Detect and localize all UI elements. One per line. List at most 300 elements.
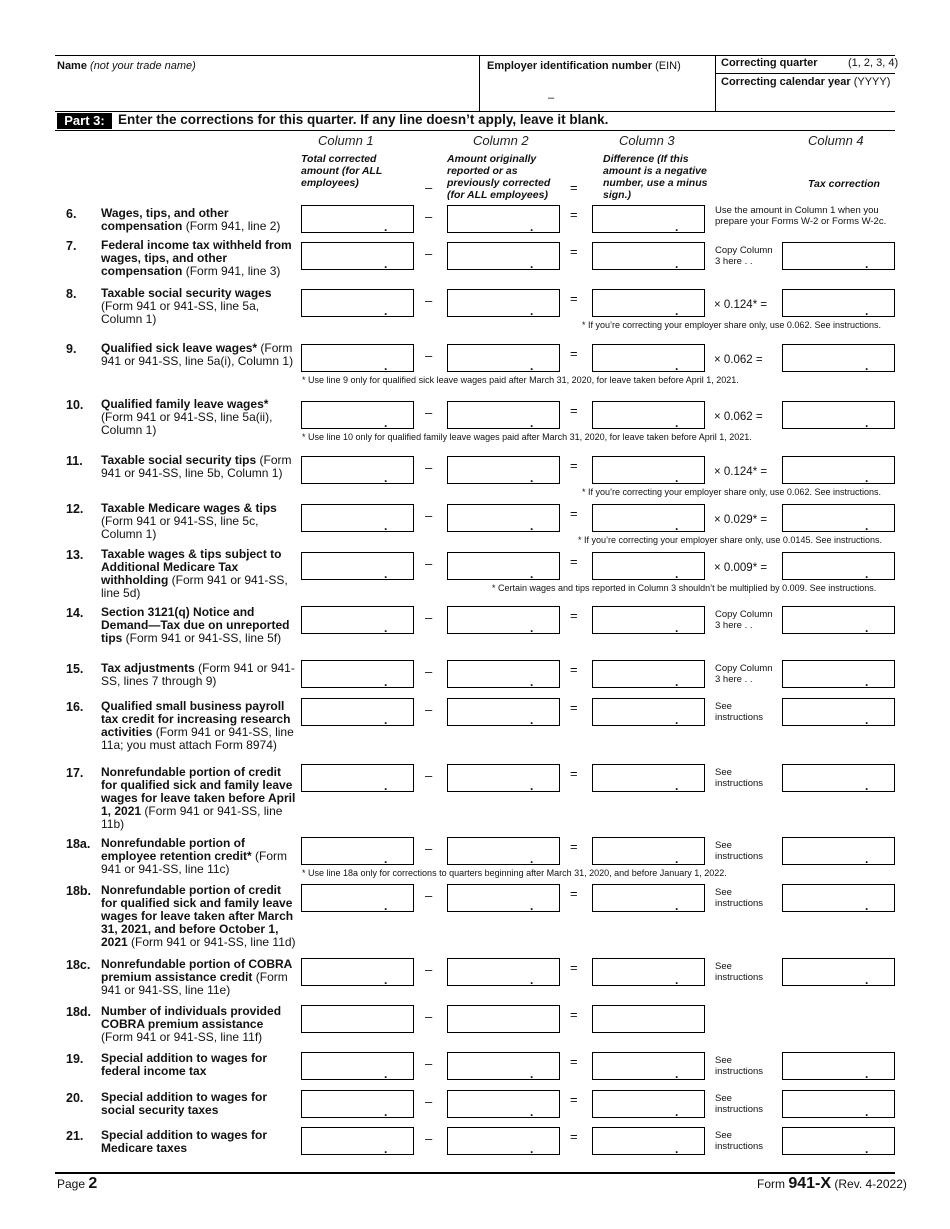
line-description-bold: Nonrefundable portion of employee retention credit* [101, 836, 252, 863]
column-2-input[interactable] [447, 764, 560, 792]
line-description-rest: (Form 941 or 941-SS, line 11a; you must attach Form 8974) [101, 725, 294, 752]
decimal-point: . [530, 1067, 534, 1081]
decimal-point: . [530, 899, 534, 913]
line-number: 10. [66, 398, 84, 412]
column-4-input[interactable] [782, 606, 895, 634]
line-number: 14. [66, 606, 84, 620]
decimal-point: . [865, 1105, 869, 1119]
column-1-input[interactable] [301, 1005, 414, 1033]
column-1-input[interactable] [301, 1052, 414, 1080]
column-1-input[interactable] [301, 1127, 414, 1155]
column-4-input[interactable] [782, 837, 895, 865]
line-description [101, 1129, 296, 1155]
decimal-point: . [675, 973, 679, 987]
decimal-point: . [865, 1067, 869, 1081]
line-description-bold: Taxable social security tips [101, 453, 257, 467]
decimal-point: . [675, 779, 679, 793]
line-description-bold: Federal income tax withheld from wages, tips, and other compensation [101, 238, 292, 278]
column-4-input[interactable] [782, 660, 895, 688]
minus-sign: – [425, 841, 433, 856]
decimal-point: . [384, 1105, 388, 1119]
decimal-point: . [675, 675, 679, 689]
decimal-point: . [530, 675, 534, 689]
name-input[interactable] [57, 80, 475, 106]
column-4-instruction: See instructions [715, 887, 764, 909]
line-description-bold: Wages, tips, and other compensation [101, 206, 229, 233]
decimal-point: . [384, 519, 388, 533]
line-number: 19. [66, 1052, 84, 1066]
line-number: 12. [66, 502, 84, 516]
line-description-bold: Qualified family leave wages* [101, 397, 269, 411]
column-2-input[interactable] [447, 504, 560, 532]
line-description [101, 766, 296, 831]
decimal-point: . [530, 779, 534, 793]
decimal-point: . [530, 359, 534, 373]
line-description-bold: Special addition to wages for federal income tax [101, 1051, 268, 1078]
quarter-options: (1, 2, 3, 4) [848, 57, 899, 69]
line-description [101, 884, 296, 949]
equals-sign: = [570, 766, 578, 781]
minus-sign: – [425, 293, 433, 308]
column-3-heading: Column 3 [619, 133, 675, 148]
decimal-point: . [530, 1105, 534, 1119]
column-4-input[interactable] [782, 289, 895, 317]
decimal-point: . [384, 899, 388, 913]
column-3-input[interactable] [592, 606, 705, 634]
column-1-input[interactable] [301, 837, 414, 865]
column-4-instruction: See instructions [715, 767, 764, 789]
line-number: 17. [66, 766, 84, 780]
column-4-input[interactable] [782, 456, 895, 484]
column-1-input[interactable] [301, 660, 414, 688]
column-2-input[interactable] [447, 1090, 560, 1118]
line-number: 18b. [66, 884, 92, 898]
year-input[interactable] [721, 91, 891, 107]
name-field-label: Name (not your trade name) [57, 60, 196, 72]
decimal-point: . [530, 220, 534, 234]
column-1-input[interactable] [301, 242, 414, 270]
column-4-instruction: Copy Column 3 here . . [715, 245, 773, 267]
part-bottom-rule [55, 130, 895, 131]
minus-sign: – [425, 702, 433, 717]
column-1-input[interactable] [301, 344, 414, 372]
line-description-rest: (Form 941 or 941-SS, line 5b, Column 1) [101, 453, 292, 480]
line-number: 6. [66, 207, 77, 221]
column-3-input[interactable] [592, 456, 705, 484]
line-description [101, 287, 296, 326]
column-4-instruction: See instructions [715, 701, 764, 723]
column-2-input[interactable] [447, 242, 560, 270]
line-description [101, 662, 296, 688]
footer-rule [55, 1172, 895, 1174]
decimal-point: . [865, 621, 869, 635]
column-2-input[interactable] [447, 205, 560, 233]
line-description [101, 958, 296, 997]
column-4-input[interactable] [782, 401, 895, 429]
decimal-point: . [530, 621, 534, 635]
line-description-rest: (Form 941 or 941-SS, line 5d) [101, 573, 288, 600]
line-description-bold: Special addition to wages for social security taxes [101, 1090, 268, 1117]
column-2-input[interactable] [447, 289, 560, 317]
column-2-input[interactable] [447, 698, 560, 726]
column-2-input[interactable] [447, 837, 560, 865]
column-3-input[interactable] [592, 1127, 705, 1155]
line-description-rest: (Form 941 or 941-SS, line 11d) [127, 935, 296, 949]
decimal-point: . [384, 973, 388, 987]
line-number: 8. [66, 287, 77, 301]
minus-sign: – [425, 508, 433, 523]
decimal-point: . [530, 1142, 534, 1156]
line-number: 21. [66, 1129, 84, 1143]
column-1-subheading: Total corrected amount (for ALL employees) [301, 153, 383, 189]
column-1-heading: Column 1 [318, 133, 374, 148]
header-top-rule [55, 55, 895, 56]
decimal-point: . [865, 1142, 869, 1156]
decimal-point: . [675, 359, 679, 373]
column-1-input[interactable] [301, 456, 414, 484]
line-description-rest: (Form 941 or 941-SS, line 5c, Column 1) [101, 514, 259, 541]
line-description-rest: (Form 941 or 941-SS, lines 7 through 9) [101, 661, 295, 688]
minus-sign: – [425, 768, 433, 783]
decimal-point: . [384, 359, 388, 373]
decimal-point: . [530, 257, 534, 271]
decimal-point: . [865, 779, 869, 793]
column-3-input[interactable] [592, 1052, 705, 1080]
column-3-input[interactable] [592, 289, 705, 317]
column-2-input[interactable] [447, 344, 560, 372]
column-4-input[interactable] [782, 958, 895, 986]
decimal-point: . [675, 519, 679, 533]
decimal-point: . [384, 1067, 388, 1081]
equals-sign: = [570, 1092, 578, 1107]
line-description-rest: (Form 941 or 941-SS, line 11e) [101, 970, 288, 997]
minus-sign: – [425, 1094, 433, 1109]
column-2-input[interactable] [447, 1005, 560, 1033]
multiplier-rate: × 0.124* = [714, 299, 768, 311]
line-number: 7. [66, 239, 77, 253]
decimal-point: . [675, 567, 679, 581]
column-1-input[interactable] [301, 205, 414, 233]
decimal-point: . [384, 1142, 388, 1156]
line-description-rest: (Form 941 or 941-SS, line 5a(i), Column 1) [101, 341, 294, 368]
decimal-point: . [865, 973, 869, 987]
line-footnote: * Use line 10 only for qualified family leave wages paid after March 31, 2020, for leave taken before April 1, 2021. [302, 432, 752, 442]
decimal-point: . [675, 304, 679, 318]
column-3-input[interactable] [592, 698, 705, 726]
equals-sign: = [570, 886, 578, 901]
column-4-instruction: See instructions [715, 1130, 764, 1152]
quarter-label: Correcting quarter [721, 57, 818, 69]
decimal-point: . [865, 257, 869, 271]
equals-sign: = [570, 1054, 578, 1069]
column-4-instruction: Use the amount in Column 1 when you prepare your Forms W-2 or Forms W-2c. [715, 205, 887, 227]
decimal-point: . [384, 675, 388, 689]
line-number: 13. [66, 548, 84, 562]
column-4-input[interactable] [782, 1052, 895, 1080]
decimal-point: . [530, 973, 534, 987]
header-divider-2 [715, 55, 716, 111]
decimal-point: . [384, 471, 388, 485]
column-3-input[interactable] [592, 504, 705, 532]
minus-sign: – [425, 348, 433, 363]
column-4-input[interactable] [782, 884, 895, 912]
line-description [101, 606, 296, 645]
decimal-point: . [384, 220, 388, 234]
decimal-point: . [675, 852, 679, 866]
line-description-bold: Tax adjustments [101, 661, 195, 675]
line-description [101, 1052, 296, 1078]
equals-sign: = [570, 554, 578, 569]
line-number: 16. [66, 700, 84, 714]
column-2-heading: Column 2 [473, 133, 529, 148]
equals-sign: = [570, 403, 578, 418]
column-1-input[interactable] [301, 884, 414, 912]
decimal-point: . [530, 304, 534, 318]
column-3-input[interactable] [592, 401, 705, 429]
decimal-point: . [530, 519, 534, 533]
column-4-input[interactable] [782, 552, 895, 580]
line-description [101, 548, 296, 600]
decimal-point: . [865, 471, 869, 485]
equals-sign: = [570, 839, 578, 854]
line-description [101, 1005, 296, 1044]
column-1-input[interactable] [301, 552, 414, 580]
multiplier-rate: × 0.062 = [714, 411, 763, 423]
line-number: 18c. [66, 958, 91, 972]
column-3-input[interactable] [592, 884, 705, 912]
minus-sign: – [425, 1131, 433, 1146]
column-2-input[interactable] [447, 884, 560, 912]
column-1-input[interactable] [301, 289, 414, 317]
decimal-point: . [865, 852, 869, 866]
decimal-point: . [530, 567, 534, 581]
minus-sign: – [425, 1056, 433, 1071]
column-3-input[interactable] [592, 242, 705, 270]
column-1-input[interactable] [301, 764, 414, 792]
column-4-input[interactable] [782, 1090, 895, 1118]
line-description-rest: (Form 941, line 3) [182, 264, 281, 278]
column-4-instruction: Copy Column 3 here . . [715, 609, 773, 631]
column-3-input[interactable] [592, 764, 705, 792]
line-description-rest: (Form 941 or 941-SS, line 11b) [101, 804, 283, 831]
equals-sign: = [570, 458, 578, 473]
line-footnote: * If you’re correcting your employer share only, use 0.062. See instructions. [582, 487, 881, 497]
decimal-point: . [675, 899, 679, 913]
line-description-bold: Taxable Medicare wages & tips [101, 501, 277, 515]
decimal-point: . [384, 567, 388, 581]
column-4-heading: Column 4 [808, 133, 864, 148]
column-1-input[interactable] [301, 698, 414, 726]
column-1-input[interactable] [301, 401, 414, 429]
equals-sign: = [570, 608, 578, 623]
multiplier-rate: × 0.009* = [714, 562, 768, 574]
column-2-input[interactable] [447, 401, 560, 429]
decimal-point: . [675, 1105, 679, 1119]
line-description-rest: (Form 941 or 941-SS, line 11f) [101, 1030, 263, 1044]
minus-sign: – [425, 209, 433, 224]
column-3-input[interactable] [592, 552, 705, 580]
minus-sign: – [425, 180, 433, 195]
decimal-point: . [675, 416, 679, 430]
column-3-input[interactable] [592, 837, 705, 865]
equals-sign: = [570, 700, 578, 715]
quarter-input[interactable] [880, 60, 892, 72]
line-description-rest: (Form 941 or 941-SS, line 5a(ii), Column 1) [101, 410, 273, 437]
line-description-bold: Nonrefundable portion of COBRA premium assistance credit [101, 957, 292, 984]
equals-sign: = [570, 291, 578, 306]
line-footnote: * If you’re correcting your employer share only, use 0.0145. See instructions. [578, 535, 882, 545]
line-description-bold: Taxable wages & tips subject to Additional Medicare Tax withholding [101, 547, 282, 587]
line-description-bold: Section 3121(q) Notice and Demand—Tax due on unreported tips [101, 605, 290, 645]
column-2-input[interactable] [447, 456, 560, 484]
decimal-point: . [384, 257, 388, 271]
column-3-input[interactable] [592, 205, 705, 233]
minus-sign: – [425, 460, 433, 475]
line-footnote: * Use line 9 only for qualified sick leave wages paid after March 31, 2020, for leave taken before April 1, 2021. [302, 375, 739, 385]
column-4-instruction: Copy Column 3 here . . [715, 663, 773, 685]
minus-sign: – [425, 246, 433, 261]
decimal-point: . [530, 713, 534, 727]
decimal-point: . [384, 852, 388, 866]
column-2-input[interactable] [447, 660, 560, 688]
decimal-point: . [530, 471, 534, 485]
decimal-point: . [865, 304, 869, 318]
minus-sign: – [425, 888, 433, 903]
line-number: 9. [66, 342, 77, 356]
minus-sign: – [425, 1009, 433, 1024]
multiplier-rate: × 0.124* = [714, 466, 768, 478]
decimal-point: . [865, 359, 869, 373]
column-4-instruction: See instructions [715, 1055, 764, 1077]
column-4-input[interactable] [782, 698, 895, 726]
line-description-bold: Taxable social security wages [101, 286, 272, 300]
minus-sign: – [425, 405, 433, 420]
equals-sign: = [570, 207, 578, 222]
minus-sign: – [425, 610, 433, 625]
column-3-input[interactable] [592, 660, 705, 688]
decimal-point: . [865, 416, 869, 430]
line-description [101, 502, 296, 541]
equals-sign: = [570, 662, 578, 677]
line-description [101, 207, 296, 233]
column-2-input[interactable] [447, 606, 560, 634]
line-footnote: * If you’re correcting your employer share only, use 0.062. See instructions. [582, 320, 881, 330]
decimal-point: . [865, 519, 869, 533]
decimal-point: . [865, 675, 869, 689]
column-3-input[interactable] [592, 1090, 705, 1118]
line-description-rest: (Form 941 or 941-SS, line 11c) [101, 849, 288, 876]
decimal-point: . [675, 1067, 679, 1081]
equals-sign: = [570, 960, 578, 975]
multiplier-rate: × 0.062 = [714, 354, 763, 366]
column-1-input[interactable] [301, 606, 414, 634]
multiplier-rate: × 0.029* = [714, 514, 768, 526]
equals-sign: = [570, 506, 578, 521]
column-4-input[interactable] [782, 1127, 895, 1155]
column-4-subheading: Tax correction [808, 178, 880, 190]
line-number: 18a. [66, 837, 91, 851]
decimal-point: . [384, 416, 388, 430]
decimal-point: . [675, 471, 679, 485]
minus-sign: – [425, 962, 433, 977]
line-description-bold: Nonrefundable portion of credit for qualified sick and family leave wages for leave taken before April 1, 2021 [101, 765, 296, 818]
column-4-input[interactable] [782, 344, 895, 372]
line-description [101, 342, 296, 368]
column-2-subheading: Amount originally reported or as previously corrected (for ALL employees) [447, 153, 551, 201]
year-label: Correcting calendar year (YYYY) [721, 76, 891, 88]
column-4-instruction: See instructions [715, 961, 764, 983]
decimal-point: . [384, 621, 388, 635]
line-description [101, 837, 296, 876]
line-number: 18d. [66, 1005, 92, 1019]
line-number: 15. [66, 662, 84, 676]
line-footnote: * Use line 18a only for corrections to quarters beginning after March 31, 2020, and before January 1, 2022. [302, 868, 727, 878]
column-4-input[interactable] [782, 242, 895, 270]
line-description-bold: Number of individuals provided COBRA premium assistance [101, 1004, 282, 1031]
decimal-point: . [384, 304, 388, 318]
equals-sign: = [570, 244, 578, 259]
decimal-point: . [865, 567, 869, 581]
column-2-input[interactable] [447, 1052, 560, 1080]
line-description [101, 398, 296, 437]
quarter-rule [715, 73, 895, 74]
decimal-point: . [530, 416, 534, 430]
ein-field-label: Employer identification number (EIN) [487, 60, 681, 72]
decimal-point: . [384, 713, 388, 727]
form-id: Form 941-X (Rev. 4-2022) [757, 1175, 907, 1192]
decimal-point: . [675, 713, 679, 727]
column-2-input[interactable] [447, 552, 560, 580]
column-3-input[interactable] [592, 1005, 705, 1033]
column-4-instruction: See instructions [715, 840, 764, 862]
part-tag: Part 3: [57, 113, 112, 129]
line-description [101, 239, 296, 278]
column-4-instruction: See instructions [715, 1093, 764, 1115]
column-1-input[interactable] [301, 958, 414, 986]
ein-dash: – [548, 92, 555, 104]
minus-sign: – [425, 664, 433, 679]
line-description-bold: Nonrefundable portion of credit for qualified sick and family leave wages for leave taken after March 31, 2021, and before October 1, 2021 [101, 883, 294, 949]
line-footnote: * Certain wages and tips reported in Column 3 shouldn’t be multiplied by 0.009. See instructions. [492, 583, 877, 593]
column-4-input[interactable] [782, 504, 895, 532]
ein-input[interactable] [487, 78, 707, 106]
column-3-subheading: Difference (If this amount is a negative number, use a minus sign.) [603, 153, 708, 201]
part-title: Enter the corrections for this quarter. If any line doesn’t apply, leave it blank. [118, 112, 609, 127]
equals-sign: = [570, 1129, 578, 1144]
column-4-input[interactable] [782, 764, 895, 792]
column-3-input[interactable] [592, 344, 705, 372]
line-description-rest: (Form 941 or 941-SS, line 5a, Column 1) [101, 299, 260, 326]
decimal-point: . [675, 621, 679, 635]
decimal-point: . [675, 257, 679, 271]
column-3-input[interactable] [592, 958, 705, 986]
line-description-bold: Qualified sick leave wages* [101, 341, 258, 355]
column-1-input[interactable] [301, 1090, 414, 1118]
decimal-point: . [865, 899, 869, 913]
line-description [101, 454, 296, 480]
column-1-input[interactable] [301, 504, 414, 532]
decimal-point: . [865, 713, 869, 727]
column-2-input[interactable] [447, 958, 560, 986]
decimal-point: . [530, 852, 534, 866]
header-divider-1 [479, 55, 480, 111]
column-2-input[interactable] [447, 1127, 560, 1155]
page-number: Page 2 [57, 1175, 98, 1192]
decimal-point: . [384, 779, 388, 793]
decimal-point: . [675, 220, 679, 234]
line-description-rest: (Form 941 or 941-SS, line 5f) [122, 631, 282, 645]
minus-sign: – [425, 556, 433, 571]
